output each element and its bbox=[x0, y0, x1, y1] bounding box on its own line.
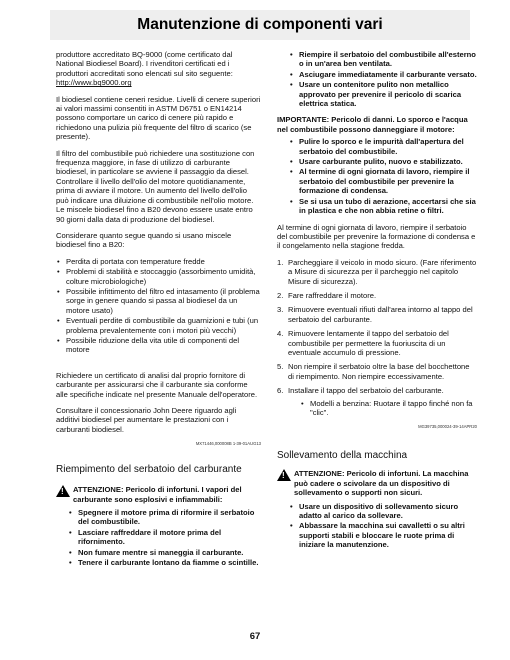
list-item: • Problemi di stabilità e stoccaggio (assorbimento umidità, colture microbiologiche) bbox=[56, 267, 261, 286]
list-item: • Lasciare raffreddare il motore prima del rifornimento. bbox=[56, 528, 261, 547]
list-item: • Modelli a benzina: Ruotare il tappo finché non fa "clic". bbox=[288, 399, 477, 418]
list-item: • Perdita di portata con temperature fredde bbox=[56, 257, 261, 266]
list-item: • Asciugare immediatamente il carburante versato. bbox=[277, 70, 477, 79]
list-item: • Pulire lo sporco e le impurità dall'apertura del serbatoio del combustibile. bbox=[277, 137, 477, 156]
step-text: Rimuovere lentamente il tappo del serbatoio del combustibile per permettere la fuoriuscita di un eventuale accumulo di pressione. bbox=[288, 329, 449, 357]
warning-icon: ! bbox=[277, 469, 291, 481]
caution-block bbox=[56, 485, 261, 504]
caution-text: ATTENZIONE: Pericolo di infortuni. I vapori del carburante sono esplosivi e infiammabili: bbox=[73, 485, 242, 504]
paragraph: Al termine di ogni giornata di lavoro, riempire il serbatoio del combustibile per prevenire la formazione di condensa e il congelamento nella stagione fredda. bbox=[277, 222, 476, 251]
important-notice: IMPORTANTE: Pericolo di danni. Lo sporco e l'acqua nel combustibile possono danneggiare il motore: bbox=[277, 115, 468, 134]
list-item: • Se si usa un tubo di aerazione, accertarsi che sia in plastica e che non abbia retine o filtri. bbox=[277, 197, 477, 216]
step-text: Non riempire il serbatoio oltre la base del bocchettone di riempimento. Non riempire eccessivamente. bbox=[288, 362, 470, 381]
caution-list bbox=[277, 502, 477, 550]
reference-code: MX71446,000008B 1-39-01AUG13 bbox=[195, 441, 261, 447]
refuel-safety-list bbox=[277, 50, 477, 108]
step-text: Parcheggiare il veicolo in modo sicuro. (Fare riferimento a Misure di sicurezza per il parcheggio nel capitolo Misure di sicurezza). bbox=[288, 257, 477, 286]
step-item: 3. Rimuovere eventuali rifiuti dall'area intorno al tappo del serbatoio del carburante. bbox=[277, 305, 473, 324]
list-item: • Tenere il carburante lontano da fiamme o scintille. bbox=[56, 558, 261, 567]
step-item: 2. Fare raffreddare il motore. bbox=[277, 290, 377, 300]
right-column bbox=[277, 50, 477, 557]
step-item: 6. Installare il tappo del serbatoio del carburante. • Modelli a benzina: Ruotare il tappo finché non fa "clic". bbox=[277, 386, 477, 417]
paragraph: Richiedere un certificato di analisi dal proprio fornitore di carburante per assicurarsi che il carburante sia conforme alle specifiche indicate nel presente Manuale dell'operatore. bbox=[56, 370, 258, 399]
step-item: 1. Parcheggiare il veicolo in modo sicuro. (Fare riferimento a Misure di sicurezza per il parcheggio nel capitolo Misure di sicurezza). bbox=[277, 257, 477, 286]
step-sub-list bbox=[288, 399, 477, 418]
list-item: • Eventuali perdite di combustibile da guarnizioni e tubi (un problema prevalentemente con i motori più vecchi) bbox=[56, 316, 261, 335]
list-item: • Abbassare la macchina sui cavalletti o su altri supporti stabili e bloccare le ruote prima di iniziare la manutenzione. bbox=[277, 521, 477, 549]
step-item: 5. Non riempire il serbatoio oltre la base del bocchettone di riempimento. Non riempire eccessivamente. bbox=[277, 362, 470, 381]
bq9000-link[interactable]: http://www.bq9000.org bbox=[56, 78, 132, 88]
caution-text: ATTENZIONE: Pericolo di infortuni. La macchina può cadere o scivolare da un dispositivo di sollevamento o supporti non sicuri. bbox=[294, 469, 469, 498]
list-item: • Usare un dispositivo di sollevamento sicuro adatto al carico da sollevare. bbox=[277, 502, 477, 521]
left-column bbox=[56, 50, 261, 574]
list-item: • Non fumare mentre si maneggia il carburante. bbox=[56, 548, 261, 557]
paragraph bbox=[56, 50, 261, 88]
list-item: • Usare carburante pulito, nuovo e stabilizzato. bbox=[277, 157, 477, 166]
important-list bbox=[277, 137, 477, 215]
step-item: 4. Rimuovere lentamente il tappo del serbatoio del combustibile per permettere la fuoriuscita di un eventuale accumulo di pressione. bbox=[277, 329, 449, 357]
list-item: • Spegnere il motore prima di riformire il serbatoio del combustibile. bbox=[56, 508, 261, 527]
biodiesel-considerations-list bbox=[56, 257, 261, 355]
reference-code: MG39735,000024-39-14APR20 bbox=[418, 424, 477, 430]
list-item: • Usare un contenitore pulito non metallico approvato per prevenire il pericolo di scarica elettrica statica. bbox=[277, 80, 477, 108]
page-number: 67 bbox=[249, 631, 261, 642]
section-heading-lifting: Sollevamento della macchina bbox=[277, 450, 408, 462]
header-band bbox=[50, 10, 470, 40]
list-item: • Al termine di ogni giornata di lavoro, riempire il serbatoio del combustibile per prevenire la formazione di condensa. bbox=[277, 167, 477, 195]
list-item: • Possibile infittimento del filtro ed intasamento (il problema sorge in genere quando si passa al biodiesel da un motore usato) bbox=[56, 287, 261, 315]
refuel-steps-list bbox=[277, 258, 477, 418]
section-heading-refuel: Riempimento del serbatoio del carburante bbox=[56, 464, 242, 476]
caution-block bbox=[277, 469, 477, 497]
step-text: Fare raffreddare il motore. bbox=[288, 290, 377, 300]
page-title: Manutenzione di componenti vari bbox=[137, 16, 383, 33]
caution-list bbox=[56, 508, 261, 567]
list-item: • Possibile riduzione della vita utile di componenti del motore bbox=[56, 336, 261, 355]
paragraph: Il filtro del combustibile può richiedere una sostituzione con frequenza maggiore, in fase di utilizzo di carburante biodiesel, in particolare se avviene il passaggio da diesel. Controllare il livello dell'olio del motore quotidianamente, prima di avviare il motore. Un aumento del livello dell'olio può indicare una diluizione di combustibile nell'olio motore. Le miscele biodiesel fino a B20 devono essere usate entro 90 giorni dalla data di produzione del biodiesel. bbox=[56, 148, 255, 224]
paragraph: Consultare il concessionario John Deere riguardo agli additivi biodiesel per aumentare le prestazioni con i carburanti biodiesel. bbox=[56, 406, 237, 434]
list-item: • Riempire il serbatoio del combustibile all'esterno o in un'area ben ventilata. bbox=[277, 50, 477, 69]
step-text: Rimuovere eventuali rifiuti dall'area intorno al tappo del serbatoio del carburante. bbox=[288, 305, 473, 324]
paragraph: Il biodiesel contiene ceneri residue. Livelli di cenere superiori ai valori massimi consentiti in ASTM D6751 o EN14214 possono comportare un carico di cenere più rapido e richiedono una pulizia più frequente del filtro di scarico (se presente). bbox=[56, 94, 261, 142]
paragraph-text: produttore accreditato BQ-9000 (come certificato dal National Biodiesel Board). I rivenditori certificati ed i produttori accreditati sono elencati sul sito seguente: bbox=[56, 50, 233, 78]
warning-icon: ! bbox=[56, 485, 70, 497]
step-text: Installare il tappo del serbatoio del carburante. bbox=[288, 386, 444, 396]
paragraph: Considerare quanto segue quando si usano miscele biodiesel fino a B20: bbox=[56, 230, 232, 250]
